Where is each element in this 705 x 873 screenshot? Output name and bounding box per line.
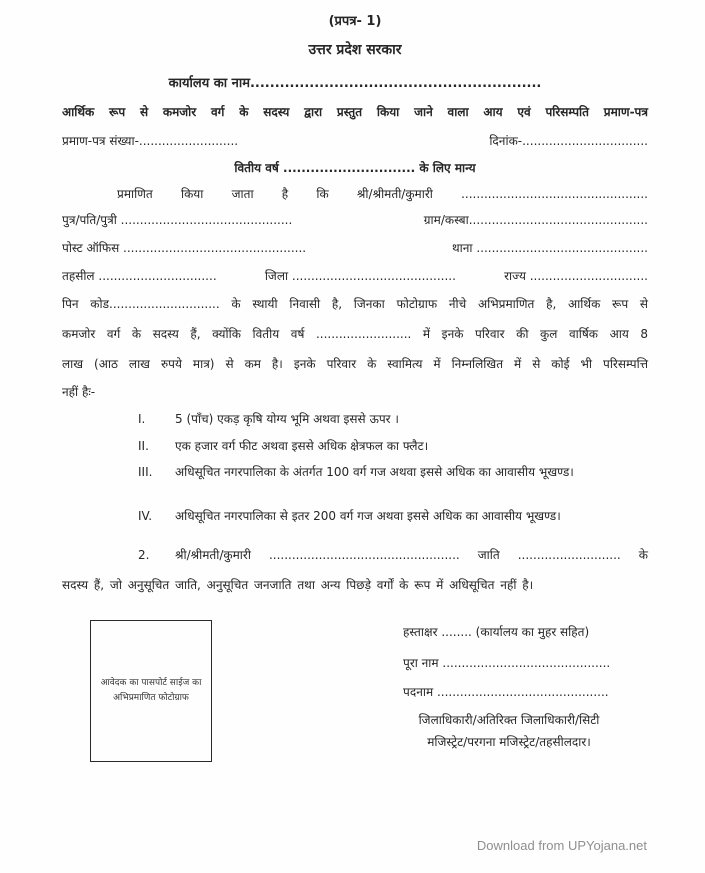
property-item-2-text: एक हजार वर्ग फीट अथवा इससे अधिक क्षेत्रफल का फ्लैट। — [175, 439, 429, 453]
applicant-photo-box — [90, 620, 212, 762]
designation-line: पदनाम ............................................. — [403, 685, 609, 699]
certify-line: प्रमाणित किया जाता है कि श्री/श्रीमती/कुमारी ................................................. — [117, 187, 648, 201]
post-office-row — [62, 240, 648, 256]
clause-2-continuation: सदस्य हैं, जो अनुसूचित जाति, अनुसूचित जनजाति तथा अन्य पिछड़े वर्गों के रूप में अधिसूचित नहीं है। — [62, 578, 534, 592]
photo-box-caption-line-1: आवेदक का पासपोर्ट साईज का — [100, 678, 202, 688]
tehsil-field: तहसील ............................... — [62, 269, 217, 283]
date-field: दिनांक-................................. — [489, 134, 648, 148]
property-item-3 — [138, 461, 648, 484]
form-number: (प्रपत्र- 1) — [328, 14, 382, 29]
property-item-4 — [138, 505, 648, 528]
district-field: जिला ........................................... — [264, 269, 456, 283]
state-field: राज्य ............................... — [504, 269, 648, 283]
village-field: ग्राम/कस्बा............................................... — [423, 213, 648, 227]
declaration-line-3: लाख (आठ लाख रुपये मात्र) से कम है। इनके परिवार के स्वामित्य में निम्नलिखित में से कोई भी परिसम्पत्ति — [62, 357, 648, 371]
authority-line-1: जिलाधिकारी/अतिरिक्त जिलाधिकारी/सिटी — [418, 713, 600, 727]
government-heading: उत्तर प्रदेश सरकार — [308, 42, 402, 58]
clause-2-numeral: 2. — [138, 548, 150, 562]
property-item-3-numeral: III. — [138, 465, 153, 479]
declaration-line-4: नहीं हैः- — [62, 385, 96, 399]
clause-2 — [138, 547, 648, 563]
post-office-field: पोस्ट ऑफिस ................................................ — [62, 241, 307, 255]
photo-box-caption-line-2: अभिप्रमाणित फोटोग्राफ — [113, 693, 189, 703]
office-name-line: कार्यालय का नाम........................................................... — [168, 76, 542, 91]
meta-row — [62, 133, 648, 149]
clause-2-line: श्री/श्रीमती/कुमारी .................................................. जाति ........................... के — [175, 548, 648, 562]
signature-line: हस्ताक्षर ........ (कार्यालय का मुहर सहित) — [403, 625, 590, 639]
tehsil-row — [62, 268, 648, 284]
certificate-number-field: प्रमाण-पत्र संख्या-.......................... — [62, 134, 239, 148]
declaration-line-1: पिन कोड............................. के स्थायी निवासी है, जिनका फोटोग्राफ नीचे अभिप्रमाणित है, आर्थिक रूप से — [62, 297, 648, 311]
form-title: आर्थिक रूप से कमजोर वर्ग के सदस्य द्वारा प्रस्तुत किया जाने वाला आय एवं परिसम्पति प्रमाण-पत्र — [62, 105, 648, 119]
property-item-4-numeral: IV. — [138, 509, 153, 523]
relation-row — [62, 212, 648, 228]
property-item-2 — [138, 435, 648, 458]
property-item-3-text: अधिसूचित नगरपालिका के अंतर्गत 100 वर्ग गज अथवा इससे अधिक का आवासीय भूखण्ड। — [175, 465, 574, 479]
property-item-1-numeral: I. — [138, 412, 146, 426]
validity-line: वितीय वर्ष ............................. के लिए मान्य — [234, 161, 476, 175]
police-station-field: थाना ............................................. — [451, 241, 648, 255]
full-name-line: पूरा नाम ............................................ — [403, 656, 611, 670]
authority-line-2: मजिस्ट्रेट/परगना मजिस्ट्रेट/तहसीलदार। — [427, 735, 591, 749]
property-item-2-numeral: II. — [138, 439, 149, 453]
relation-field: पुत्र/पति/पुत्री ............................................. — [62, 213, 293, 227]
download-credit: Download from UPYojana.net — [476, 838, 647, 853]
property-item-1-text: 5 (पाँच) एकड़ कृषि योग्य भूमि अथवा इससे ऊपर । — [175, 412, 399, 426]
property-item-4-text: अधिसूचित नगरपालिका से इतर 200 वर्ग गज अथवा इससे अधिक का आवासीय भूखण्ड। — [175, 509, 561, 523]
property-item-1 — [138, 408, 648, 431]
declaration-line-2: कमजोर वर्ग के सदस्य हैं, क्योंकि वितीय वर्ष ......................... में इनके परिवार की कुल वार्षिक आय 8 — [62, 327, 648, 341]
